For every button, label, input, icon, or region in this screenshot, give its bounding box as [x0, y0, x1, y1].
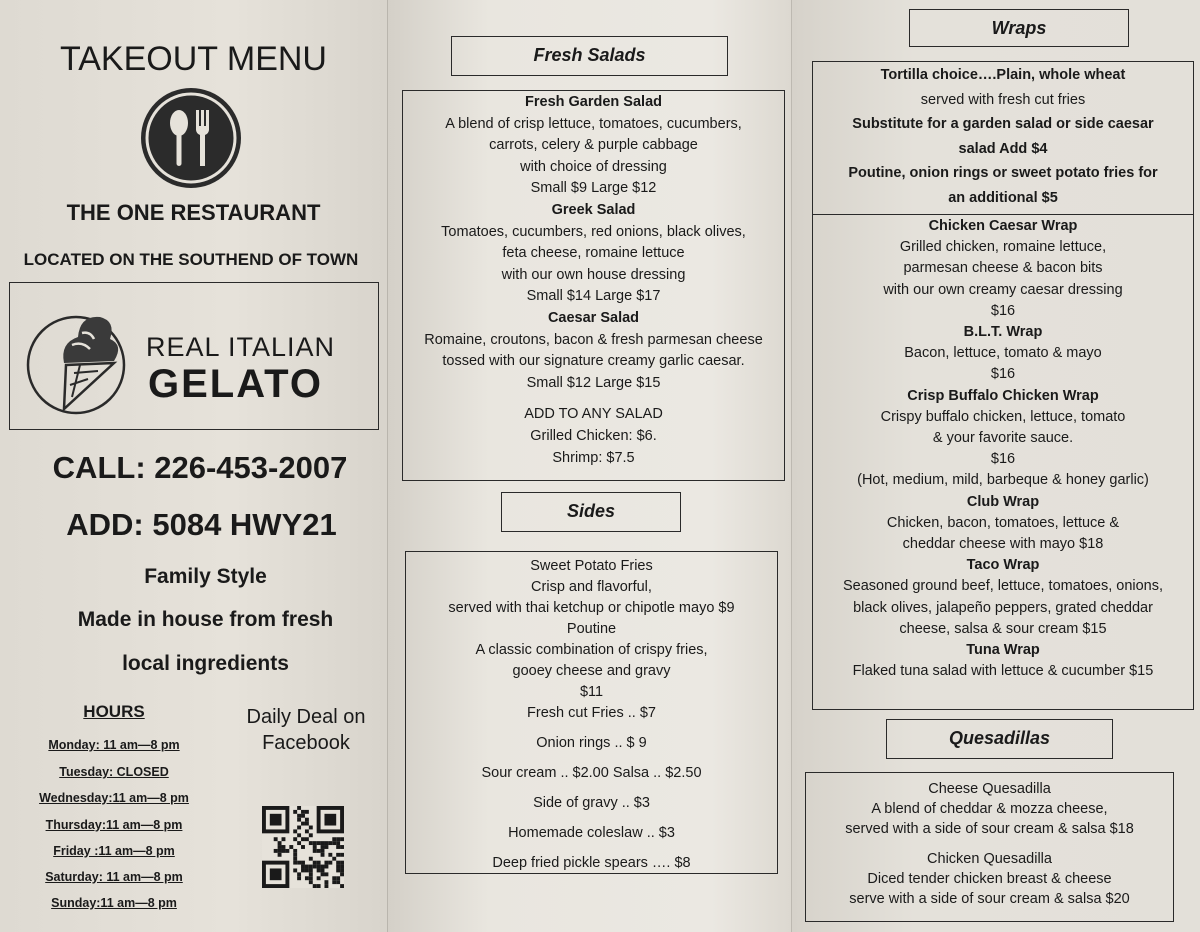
wraps-options — [813, 62, 1193, 211]
wraps-list — [813, 216, 1193, 682]
menu-title: TAKEOUT MENU — [60, 40, 327, 78]
menu-item-line: Fresh cut Fries .. $7 — [527, 705, 656, 721]
menu-item-line: parmesan cheese & bacon bits — [903, 260, 1103, 277]
menu-item-line: Romaine, croutons, bacon & fresh parmesan cheese — [424, 331, 763, 348]
menu-item-line: Small $9 Large $12 — [530, 180, 657, 197]
wraps-box — [812, 61, 1194, 710]
menu-item-title: Substitute for a garden salad or side caesar — [852, 116, 1154, 133]
hours-row: Tuesday: CLOSED — [59, 765, 169, 779]
menu-item-line: $16 — [990, 451, 1016, 468]
hours-title: HOURS — [83, 702, 145, 721]
menu-item-line: Cheese Quesadilla — [928, 781, 1051, 797]
location-text: LOCATED ON THE SOUTHEND OF TOWN — [23, 250, 359, 269]
menu-item-line: Poutine — [566, 621, 617, 637]
right-panel — [791, 0, 1200, 932]
middle-panel — [387, 0, 792, 932]
menu-item-line: Small $12 Large $15 — [526, 374, 661, 391]
hours-row: Thursday:11 am—8 pm — [45, 818, 183, 832]
menu-item-line: Diced tender chicken breast & cheese — [867, 870, 1112, 887]
menu-item-title: Taco Wrap — [966, 557, 1040, 574]
menu-item-line: (Hot, medium, mild, barbeque & honey garlic) — [857, 472, 1149, 489]
left-panel — [0, 0, 387, 932]
quesadillas-list — [806, 773, 1173, 909]
hours-row: Saturday: 11 am—8 pm — [45, 870, 183, 884]
menu-item-title: Chicken Caesar Wrap — [928, 218, 1078, 234]
menu-item-title: Caesar Salad — [547, 309, 640, 326]
menu-item-line: & your favorite sauce. — [932, 430, 1074, 447]
menu-item-line: Onion rings .. $ 9 — [536, 735, 647, 751]
hours-row: Wednesday:11 am—8 pm — [39, 791, 189, 805]
local-ingredients-text: local ingredients — [122, 652, 289, 675]
menu-item-line: Grilled Chicken: $6. — [530, 427, 657, 444]
phone-number: CALL: 226-453-2007 — [52, 450, 348, 485]
menu-item-line: Chicken, bacon, tomatoes, lettuce & — [886, 514, 1120, 531]
family-style-text: Family Style — [144, 565, 267, 588]
sides-list — [406, 552, 777, 874]
menu-item-line: served with fresh cut fries — [920, 91, 1086, 108]
menu-item-line: Grilled chicken, romaine lettuce, — [899, 239, 1107, 256]
hours-row: Monday: 11 am—8 pm — [48, 738, 180, 752]
menu-item-title: Poutine, onion rings or sweet potato fries for — [848, 165, 1158, 182]
menu-item-line: $16 — [990, 302, 1016, 319]
quesadillas-box — [805, 772, 1174, 922]
menu-item-line: serve with a side of sour cream & salsa $20 — [849, 891, 1130, 908]
menu-item-line: Tomatoes, cucumbers, red onions, black olives, — [441, 223, 746, 240]
menu-item-line: $16 — [990, 366, 1016, 383]
ice-cream-cone-icon — [24, 293, 144, 421]
menu-item-line: served with a side of sour cream & salsa $18 — [845, 821, 1134, 838]
menu-item-line: A classic combination of crispy fries, — [475, 642, 708, 658]
menu-item-line: Side of gravy .. $3 — [533, 795, 650, 811]
menu-item-line: Sour cream .. $2.00 Salsa .. $2.50 — [481, 765, 702, 781]
menu-item-line: cheddar cheese with mayo $18 — [902, 536, 1104, 553]
menu-item-line: Sweet Potato Fries — [530, 558, 653, 574]
menu-item-line: with our own creamy caesar dressing — [883, 281, 1123, 298]
menu-item-line: Deep fried pickle spears …. $8 — [492, 855, 691, 871]
gelato-line2: GELATO — [148, 362, 323, 406]
menu-item-line: Seasoned ground beef, lettuce, tomatoes, onions, — [842, 578, 1164, 595]
hours-row: Sunday:11 am—8 pm — [51, 896, 177, 910]
menu-item-line: Bacon, lettuce, tomato & mayo — [904, 345, 1102, 362]
menu-item-title: salad Add $4 — [958, 140, 1048, 157]
menu-item-title: Tuna Wrap — [966, 642, 1040, 659]
menu-item-line: gooey cheese and gravy — [512, 663, 671, 679]
menu-item-line: tossed with our signature creamy garlic caesar. — [442, 353, 745, 370]
menu-item-title: B.L.T. Wrap — [963, 324, 1043, 341]
menu-item-line: cheese, salsa & sour cream $15 — [899, 620, 1107, 637]
menu-item-line: $11 — [579, 684, 604, 700]
salads-list — [403, 91, 784, 469]
sides-box — [405, 551, 778, 874]
fresh-salads-header: Fresh Salads — [451, 36, 728, 76]
menu-item-line: Crispy buffalo chicken, lettuce, tomato — [880, 408, 1126, 425]
menu-item-line: Flaked tuna salad with lettuce & cucumber $15 — [852, 663, 1154, 680]
menu-item-title: Greek Salad — [551, 201, 636, 218]
menu-item-line — [403, 394, 784, 404]
daily-deal-text: Daily Deal on Facebook — [246, 706, 366, 754]
menu-item-line: feta cheese, romaine lettuce — [502, 245, 685, 262]
menu-item-line: A blend of crisp lettuce, tomatoes, cucumbers, — [445, 115, 742, 132]
salads-box — [402, 90, 785, 481]
menu-item-title: an additional $5 — [948, 189, 1058, 206]
menu-item-title: Club Wrap — [966, 493, 1040, 510]
menu-item-line: ADD TO ANY SALAD — [524, 406, 663, 423]
hours-row: Friday :11 am—8 pm — [53, 844, 175, 858]
menu-item-line: Small $14 Large $17 — [526, 288, 661, 305]
menu-item-title: Fresh Garden Salad — [525, 94, 662, 110]
menu-item-line: A blend of cheddar & mozza cheese, — [871, 801, 1108, 818]
spoon-fork-icon — [141, 88, 241, 188]
menu-item-line: Crisp and flavorful, — [531, 579, 652, 595]
menu-item-line: Shrimp: $7.5 — [552, 449, 635, 466]
sides-header: Sides — [501, 492, 681, 532]
gelato-line1: REAL ITALIAN — [146, 332, 336, 362]
divider — [813, 214, 1193, 215]
menu-item-line: Chicken Quesadilla — [927, 850, 1052, 867]
wraps-header: Wraps — [909, 9, 1129, 47]
menu-item-title: Tortilla choice….Plain, whole wheat — [880, 67, 1126, 83]
menu-item-line: with our own house dressing — [501, 266, 686, 283]
menu-item-title: Crisp Buffalo Chicken Wrap — [907, 387, 1099, 404]
restaurant-name: THE ONE RESTAURANT — [66, 200, 321, 225]
menu-item-line: with choice of dressing — [520, 158, 667, 175]
qr-code-icon[interactable] — [262, 806, 344, 888]
menu-item-line: carrots, celery & purple cabbage — [489, 137, 698, 154]
menu-item-line: served with thai ketchup or chipotle mayo $9 — [448, 600, 735, 616]
address: ADD: 5084 HWY21 — [66, 507, 337, 542]
menu-item-line: black olives, jalapeño peppers, grated cheddar — [853, 599, 1153, 616]
made-in-house-text: Made in house from fresh — [77, 608, 334, 631]
menu-item-line: Homemade coleslaw .. $3 — [508, 825, 675, 841]
quesadillas-header: Quesadillas — [886, 719, 1113, 759]
